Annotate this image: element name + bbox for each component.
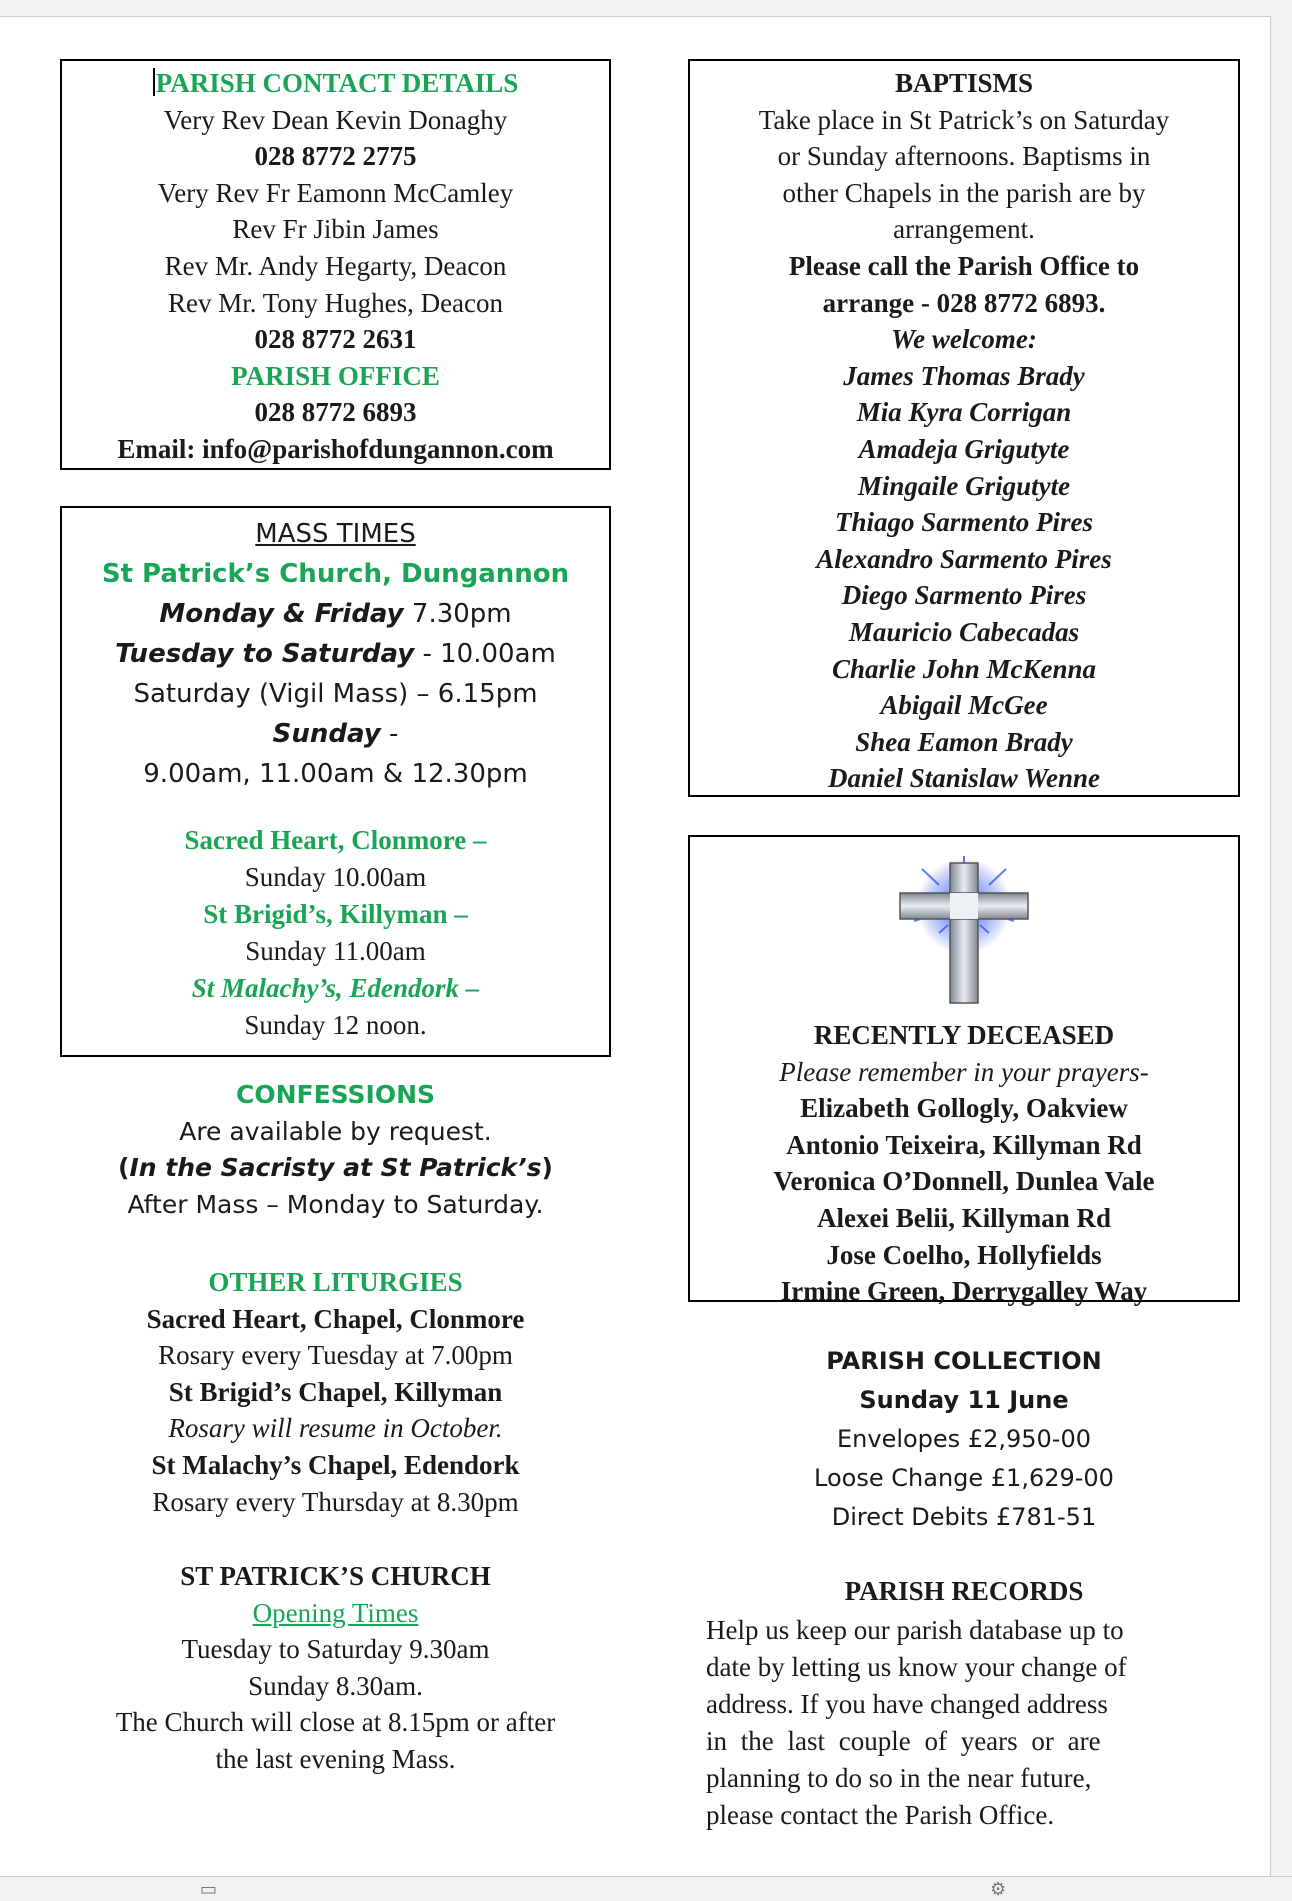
church-line: The Church will close at 8.15pm or after xyxy=(115,1707,556,1738)
liturgies-heading: OTHER LITURGIES xyxy=(208,1267,463,1297)
baptism-name: Diego Sarmento Pires xyxy=(841,580,1087,611)
baptisms-box xyxy=(688,59,1240,797)
church-line: Tuesday to Saturday 9.30am xyxy=(181,1634,490,1665)
records-line: please contact the Parish Office. xyxy=(706,1799,1055,1830)
records-line: planning to do so in the near future, xyxy=(706,1762,1092,1793)
baptism-name: Mia Kyra Corrigan xyxy=(856,397,1072,428)
deceased-name: Jose Coelho, Hollyfields xyxy=(826,1239,1102,1270)
read-mode-icon[interactable]: ▭ xyxy=(200,1879,218,1900)
baptisms-call: arrange - 028 8772 6893. xyxy=(822,287,1106,318)
baptism-name: Thiago Sarmento Pires xyxy=(834,507,1094,538)
focus-icon[interactable]: ⚙ xyxy=(990,1879,1007,1900)
mass-church: St Patrick’s Church, Dungannon xyxy=(101,559,570,589)
mass-sacred-heart-time: Sunday 10.00am xyxy=(244,862,427,892)
records-heading: PARISH RECORDS xyxy=(844,1576,1084,1606)
deceased-subtitle: Please remember in your prayers- xyxy=(779,1056,1149,1087)
vertical-scrollbar[interactable] xyxy=(1270,16,1292,1876)
collection-date: Sunday 11 June xyxy=(859,1386,1069,1414)
deceased-name: Veronica O’Donnell, Dunlea Vale xyxy=(773,1166,1155,1197)
mass-st-brigid: St Brigid’s, Killyman – xyxy=(203,899,468,929)
church-line: Sunday 8.30am. xyxy=(248,1670,423,1701)
mass-vigil: Saturday (Vigil Mass) – 6.15pm xyxy=(133,679,538,709)
records-line: date by letting us know your change of xyxy=(706,1651,1127,1682)
records-line: in the last couple of years or are xyxy=(706,1725,1101,1756)
collection-heading: PARISH COLLECTION xyxy=(826,1347,1102,1375)
mass-heading: MASS TIMES xyxy=(255,519,416,549)
liturgies-chapel: St Malachy’s Chapel, Edendork xyxy=(151,1449,520,1480)
baptisms-text: other Chapels in the parish are by xyxy=(782,177,1146,208)
collection-envelopes: Envelopes £2,950-00 xyxy=(836,1425,1091,1453)
mass-st-brigid-time: Sunday 11.00am xyxy=(245,936,426,966)
mass-times-box xyxy=(60,506,611,1057)
collection-loose: Loose Change £1,629-00 xyxy=(814,1464,1114,1492)
deceased-box xyxy=(688,835,1240,1307)
parish-contact-box xyxy=(60,59,611,470)
baptism-name: James Thomas Brady xyxy=(843,360,1085,391)
contact-line: Very Rev Fr Eamonn McCamley xyxy=(157,177,514,208)
baptism-name: Amadeja Grigutyte xyxy=(858,433,1070,464)
mass-mon-fri: Monday & Friday 7.30pm xyxy=(159,599,512,629)
liturgies-line: Rosary every Thursday at 8.30pm xyxy=(152,1486,519,1517)
church-section xyxy=(60,1558,611,1778)
confessions-line: After Mass – Monday to Saturday. xyxy=(127,1189,544,1219)
opening-times-link[interactable]: Opening Times xyxy=(252,1597,419,1628)
mass-sunday-times: 9.00am, 11.00am & 12.30pm xyxy=(143,759,528,789)
baptisms-text: arrangement. xyxy=(893,214,1035,245)
contact-line: Very Rev Dean Kevin Donaghy xyxy=(163,104,508,135)
office-phone: 028 8772 6893 xyxy=(254,397,417,428)
contact-heading: PARISH CONTACT DETAILS xyxy=(62,65,609,102)
baptisms-call: Please call the Parish Office to xyxy=(788,250,1140,281)
mass-st-malachy-time: Sunday 12 noon. xyxy=(244,1010,427,1040)
deceased-name: Elizabeth Gollogly, Oakview xyxy=(800,1093,1128,1124)
cross-icon xyxy=(884,851,1044,1011)
liturgies-section xyxy=(60,1264,611,1520)
text-cursor xyxy=(153,68,155,96)
church-line: the last evening Mass. xyxy=(215,1743,456,1774)
contact-line: Rev Mr. Andy Hegarty, Deacon xyxy=(164,250,507,281)
records-section xyxy=(688,1573,1240,1834)
records-paragraph xyxy=(688,1612,1240,1834)
confessions-line: Are available by request. xyxy=(179,1116,492,1146)
baptism-name: Abigail McGee xyxy=(880,690,1048,721)
deceased-name: Antonio Teixeira, Killyman Rd xyxy=(786,1129,1142,1160)
liturgies-chapel: St Brigid’s Chapel, Killyman xyxy=(168,1376,503,1407)
baptism-name: Alexandro Sarmento Pires xyxy=(816,543,1112,574)
church-heading: ST PATRICK’S CHURCH xyxy=(180,1561,491,1591)
confessions-section xyxy=(60,1077,611,1223)
office-email: Email: info@parishofdungannon.com xyxy=(117,433,554,464)
baptisms-text: Take place in St Patrick’s on Saturday xyxy=(758,104,1170,135)
deceased-name: Alexei Belii, Killyman Rd xyxy=(817,1202,1111,1233)
contact-phone: 028 8772 2775 xyxy=(254,141,417,172)
contact-line: Rev Fr Jibin James xyxy=(232,214,439,245)
mass-sunday: Sunday - xyxy=(272,719,399,749)
deceased-name: Irmine Green, Derrygalley Way xyxy=(780,1276,1148,1307)
mass-tue-sat: Tuesday to Saturday - 10.00am xyxy=(115,639,556,669)
liturgies-line: Rosary every Tuesday at 7.00pm xyxy=(158,1340,513,1371)
baptism-name: Mauricio Cabecadas xyxy=(848,616,1080,647)
baptism-name: Charlie John McKenna xyxy=(831,653,1097,684)
baptisms-text: or Sunday afternoons. Baptisms in xyxy=(777,141,1151,172)
baptisms-heading: BAPTISMS xyxy=(894,68,1034,98)
confessions-location: (In the Sacristy at St Patrick’s) xyxy=(118,1153,553,1183)
office-heading: PARISH OFFICE xyxy=(231,360,440,391)
bottom-toolbar xyxy=(0,1876,1292,1901)
confessions-heading: CONFESSIONS xyxy=(235,1080,436,1109)
collection-section xyxy=(688,1342,1240,1537)
liturgies-line: Rosary will resume in October. xyxy=(168,1413,503,1444)
baptism-name: Mingaile Grigutyte xyxy=(857,470,1071,501)
records-line: Help us keep our parish database up to xyxy=(706,1614,1124,1645)
baptisms-welcome: We welcome: xyxy=(891,324,1037,355)
baptism-name: Daniel Stanislaw Wenne xyxy=(827,763,1101,794)
contact-phone: 028 8772 2631 xyxy=(254,324,417,355)
baptism-name: Shea Eamon Brady xyxy=(855,726,1073,757)
mass-st-malachy: St Malachy’s, Edendork – xyxy=(191,973,480,1003)
mass-sacred-heart: Sacred Heart, Clonmore – xyxy=(184,825,487,855)
deceased-heading: RECENTLY DECEASED xyxy=(813,1020,1115,1050)
records-line: address. If you have changed address xyxy=(706,1688,1108,1719)
liturgies-chapel: Sacred Heart, Chapel, Clonmore xyxy=(146,1303,525,1334)
contact-line: Rev Mr. Tony Hughes, Deacon xyxy=(167,287,504,318)
collection-direct: Direct Debits £781-51 xyxy=(831,1503,1097,1531)
window-top-bar xyxy=(0,0,1292,17)
